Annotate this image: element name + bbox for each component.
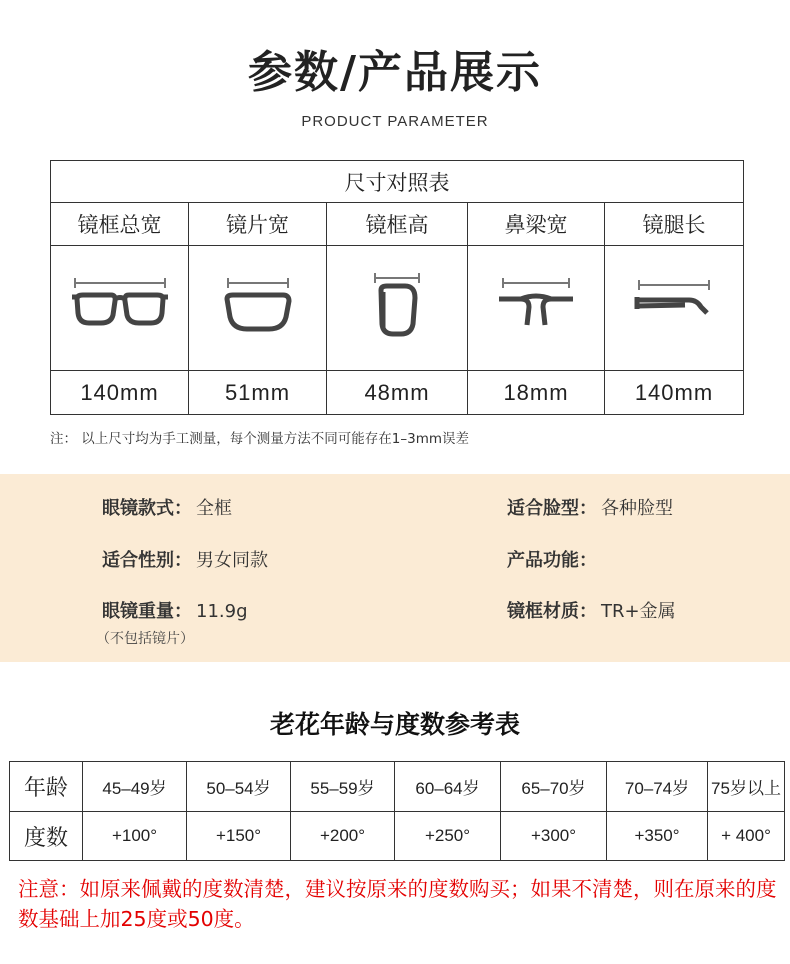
- age-header: 年龄: [10, 762, 83, 811]
- param-gender: [102, 546, 268, 572]
- degree-cell: +350°: [607, 812, 708, 860]
- param-key: 眼镜款式：: [102, 498, 192, 519]
- age-cell: 45–49岁: [83, 762, 187, 811]
- param-value: 全框: [196, 498, 232, 519]
- param-function: [507, 546, 601, 572]
- size-label: 镜片宽: [189, 203, 327, 245]
- age-cell: 55–59岁: [291, 762, 395, 811]
- param-weight: [102, 597, 248, 623]
- size-value: 48mm: [327, 371, 468, 414]
- size-label: 镜框总宽: [51, 203, 189, 245]
- page-title: 参数/产品展示: [247, 47, 543, 98]
- page-subtitle: PRODUCT PARAMETER: [301, 113, 489, 130]
- size-table-heading: 尺寸对照表: [51, 161, 743, 203]
- age-cell: 50–54岁: [187, 762, 291, 811]
- param-key: 适合脸型：: [507, 498, 597, 519]
- size-value: 51mm: [189, 371, 327, 414]
- age-table-title: 老花年龄与度数参考表: [269, 710, 520, 739]
- bridge-width-icon: [491, 273, 581, 343]
- degree-cell: +150°: [187, 812, 291, 860]
- param-face: [507, 494, 673, 520]
- degree-cell: +100°: [83, 812, 187, 860]
- frame-height-icon: [357, 268, 437, 348]
- param-style: [102, 494, 232, 520]
- size-table: [50, 160, 744, 415]
- size-label: 鼻梁宽: [468, 203, 605, 245]
- param-key: 眼镜重量：: [102, 601, 192, 622]
- lens-width-icon: [213, 273, 303, 343]
- param-value: 11.9g: [196, 601, 248, 622]
- size-value: 140mm: [51, 371, 189, 414]
- frame-total-width-icon: [65, 273, 175, 343]
- param-material: [507, 597, 676, 623]
- purchase-warning: 注意：如原来佩戴的度数清楚，建议按原来的度数购买；如果不清楚，则在原来的度数基础上加25度或50度。: [18, 877, 777, 931]
- measurement-note: 注： 以上尺寸均为手工测量，每个测量方法不同可能存在1–3mm误差: [50, 431, 470, 447]
- param-key: 适合性别：: [102, 550, 192, 571]
- param-value: 男女同款: [196, 550, 268, 571]
- temple-length-icon: [629, 273, 719, 343]
- param-value: 各种脸型: [601, 498, 673, 519]
- age-cell: 70–74岁: [607, 762, 708, 811]
- params-panel: [0, 474, 790, 662]
- param-weight-note: （不包括镜片）: [96, 631, 194, 647]
- age-row: [10, 762, 784, 812]
- param-key: 产品功能：: [507, 550, 597, 571]
- param-value: TR+金属: [601, 601, 676, 622]
- degree-cell: +250°: [395, 812, 501, 860]
- size-value-row: [51, 371, 743, 414]
- age-degree-table: [9, 761, 785, 861]
- size-value: 140mm: [634, 379, 714, 405]
- degree-header: 度数: [10, 812, 83, 860]
- size-label-row: [51, 203, 743, 246]
- size-diagram-row: [51, 246, 743, 371]
- param-key: 镜框材质：: [507, 601, 597, 622]
- size-label: 镜腿长: [642, 213, 706, 237]
- size-label: 镜框高: [327, 203, 468, 245]
- age-cell: 65–70岁: [501, 762, 607, 811]
- age-cell: 60–64岁: [395, 762, 501, 811]
- degree-cell: +300°: [501, 812, 607, 860]
- degree-cell: + 400°: [721, 826, 771, 845]
- degree-row: [10, 812, 784, 860]
- age-cell: 75岁以上: [711, 779, 781, 798]
- degree-cell: +200°: [291, 812, 395, 860]
- size-value: 18mm: [468, 371, 605, 414]
